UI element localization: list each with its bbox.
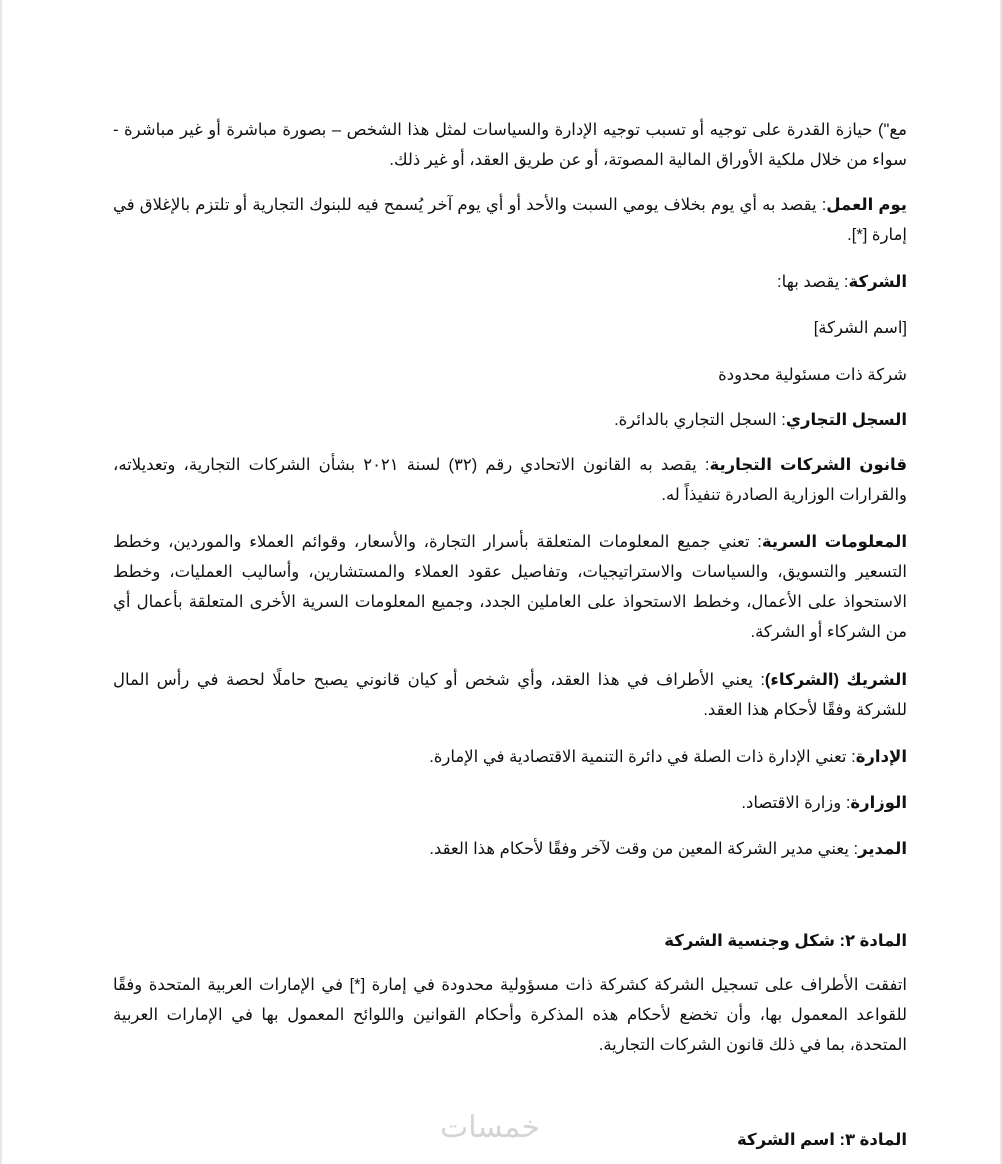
definition-commercial-register — [113, 405, 907, 435]
definition-manager — [113, 834, 907, 864]
definition-term: الإدارة — [855, 748, 907, 766]
definition-text: : وزارة الاقتصاد. — [741, 794, 851, 812]
definition-text: : يعني الأطراف في هذا العقد، وأي شخص أو كيان قانوني يصبح حاملًا لحصة في رأس المال للشركة وفقًا لأحكام هذا العقد. — [113, 671, 907, 719]
company-name-placeholder — [113, 313, 907, 343]
article-3-heading: المادة ٣: اسم الشركة — [737, 1131, 907, 1149]
company-type — [113, 360, 907, 390]
definition-text: : يقصد به القانون الاتحادي رقم (٣٢) لسنة ٢٠٢١ بشأن الشركات التجارية، وتعديلاته، والقرارات الوزارية الصادرة تنفيذاً له. — [113, 456, 907, 504]
definition-text: : تعني الإدارة ذات الصلة في دائرة التنمية الاقتصادية في الإمارة. — [429, 748, 856, 766]
article-2-text: اتفقت الأطراف على تسجيل الشركة كشركة ذات مسؤولية محدودة في إمارة [*] في الإمارات العربية المتحدة وفقًا للقواعد المعمول بها، وأن تخضع لأحكام هذه المذكرة وأحكام القوانين واللوائح المعمول بها في الإمارات العربية المتحدة، بما في ذلك قانون الشركات التجارية. — [113, 976, 907, 1054]
paragraph-text: مع") حيازة القدرة على توجيه أو تسبب توجيه الإدارة والسياسات لمثل هذا الشخص – بصورة مباشرة أو غير مباشرة - سواء من خلال ملكية الأوراق المالية المصوتة، أو عن طريق العقد، أو غير ذلك. — [113, 121, 907, 169]
definition-term: الشريك (الشركاء) — [764, 671, 907, 689]
definition-ministry — [113, 788, 907, 818]
definition-term: المعلومات السرية — [761, 533, 907, 551]
definition-term: الشركة — [848, 273, 907, 291]
definition-confidential-info — [113, 527, 907, 647]
definition-company — [113, 267, 907, 297]
definition-term: المدير — [858, 840, 907, 858]
article-2-heading: المادة ٢: شكل وجنسية الشركة — [664, 932, 907, 950]
definition-term: السجل التجاري — [785, 411, 907, 429]
definition-text: : يقصد به أي يوم بخلاف يومي السبت والأحد أو أي يوم آخر يُسمح فيه للبنوك التجارية أو تلتزم بالإغلاق في إمارة [*]. — [113, 196, 907, 244]
paragraph-control-definition — [113, 115, 907, 175]
definition-text: : تعني جميع المعلومات المتعلقة بأسرار التجارة، والأسعار، وقوائم العملاء والموردين، وخطط التسعير والتسويق، والسياسات والاستراتيجيات، وتفاصيل عقود العملاء والمستشارين، وأساليب العمليات، وخطط الاستحواذ على الأعمال، وخطط الاستحواذ على العاملين الجدد، وجميع المعلومات السرية الأخرى المتعلقة بأعمال أي من الشركاء أو الشركة. — [113, 533, 907, 641]
definition-term: يوم العمل — [826, 196, 908, 214]
definition-partner — [113, 665, 907, 725]
definition-term: قانون الشركات التجارية — [709, 456, 908, 474]
definition-text: : السجل التجاري بالدائرة. — [614, 411, 786, 429]
page-edge-left — [0, 0, 2, 1164]
paragraph-text: [اسم الشركة] — [813, 319, 907, 337]
paragraph-text: شركة ذات مسئولية محدودة — [718, 366, 907, 384]
definition-term: الوزارة — [850, 794, 907, 812]
definition-business-day — [113, 190, 907, 250]
definition-text: : يقصد بها: — [777, 273, 849, 291]
definition-companies-law — [113, 450, 907, 510]
definition-department — [113, 742, 907, 772]
definition-text: : يعني مدير الشركة المعين من وقت لآخر وفقًا لأحكام هذا العقد. — [429, 840, 859, 858]
khamsat-watermark: خمسات — [440, 1111, 541, 1144]
